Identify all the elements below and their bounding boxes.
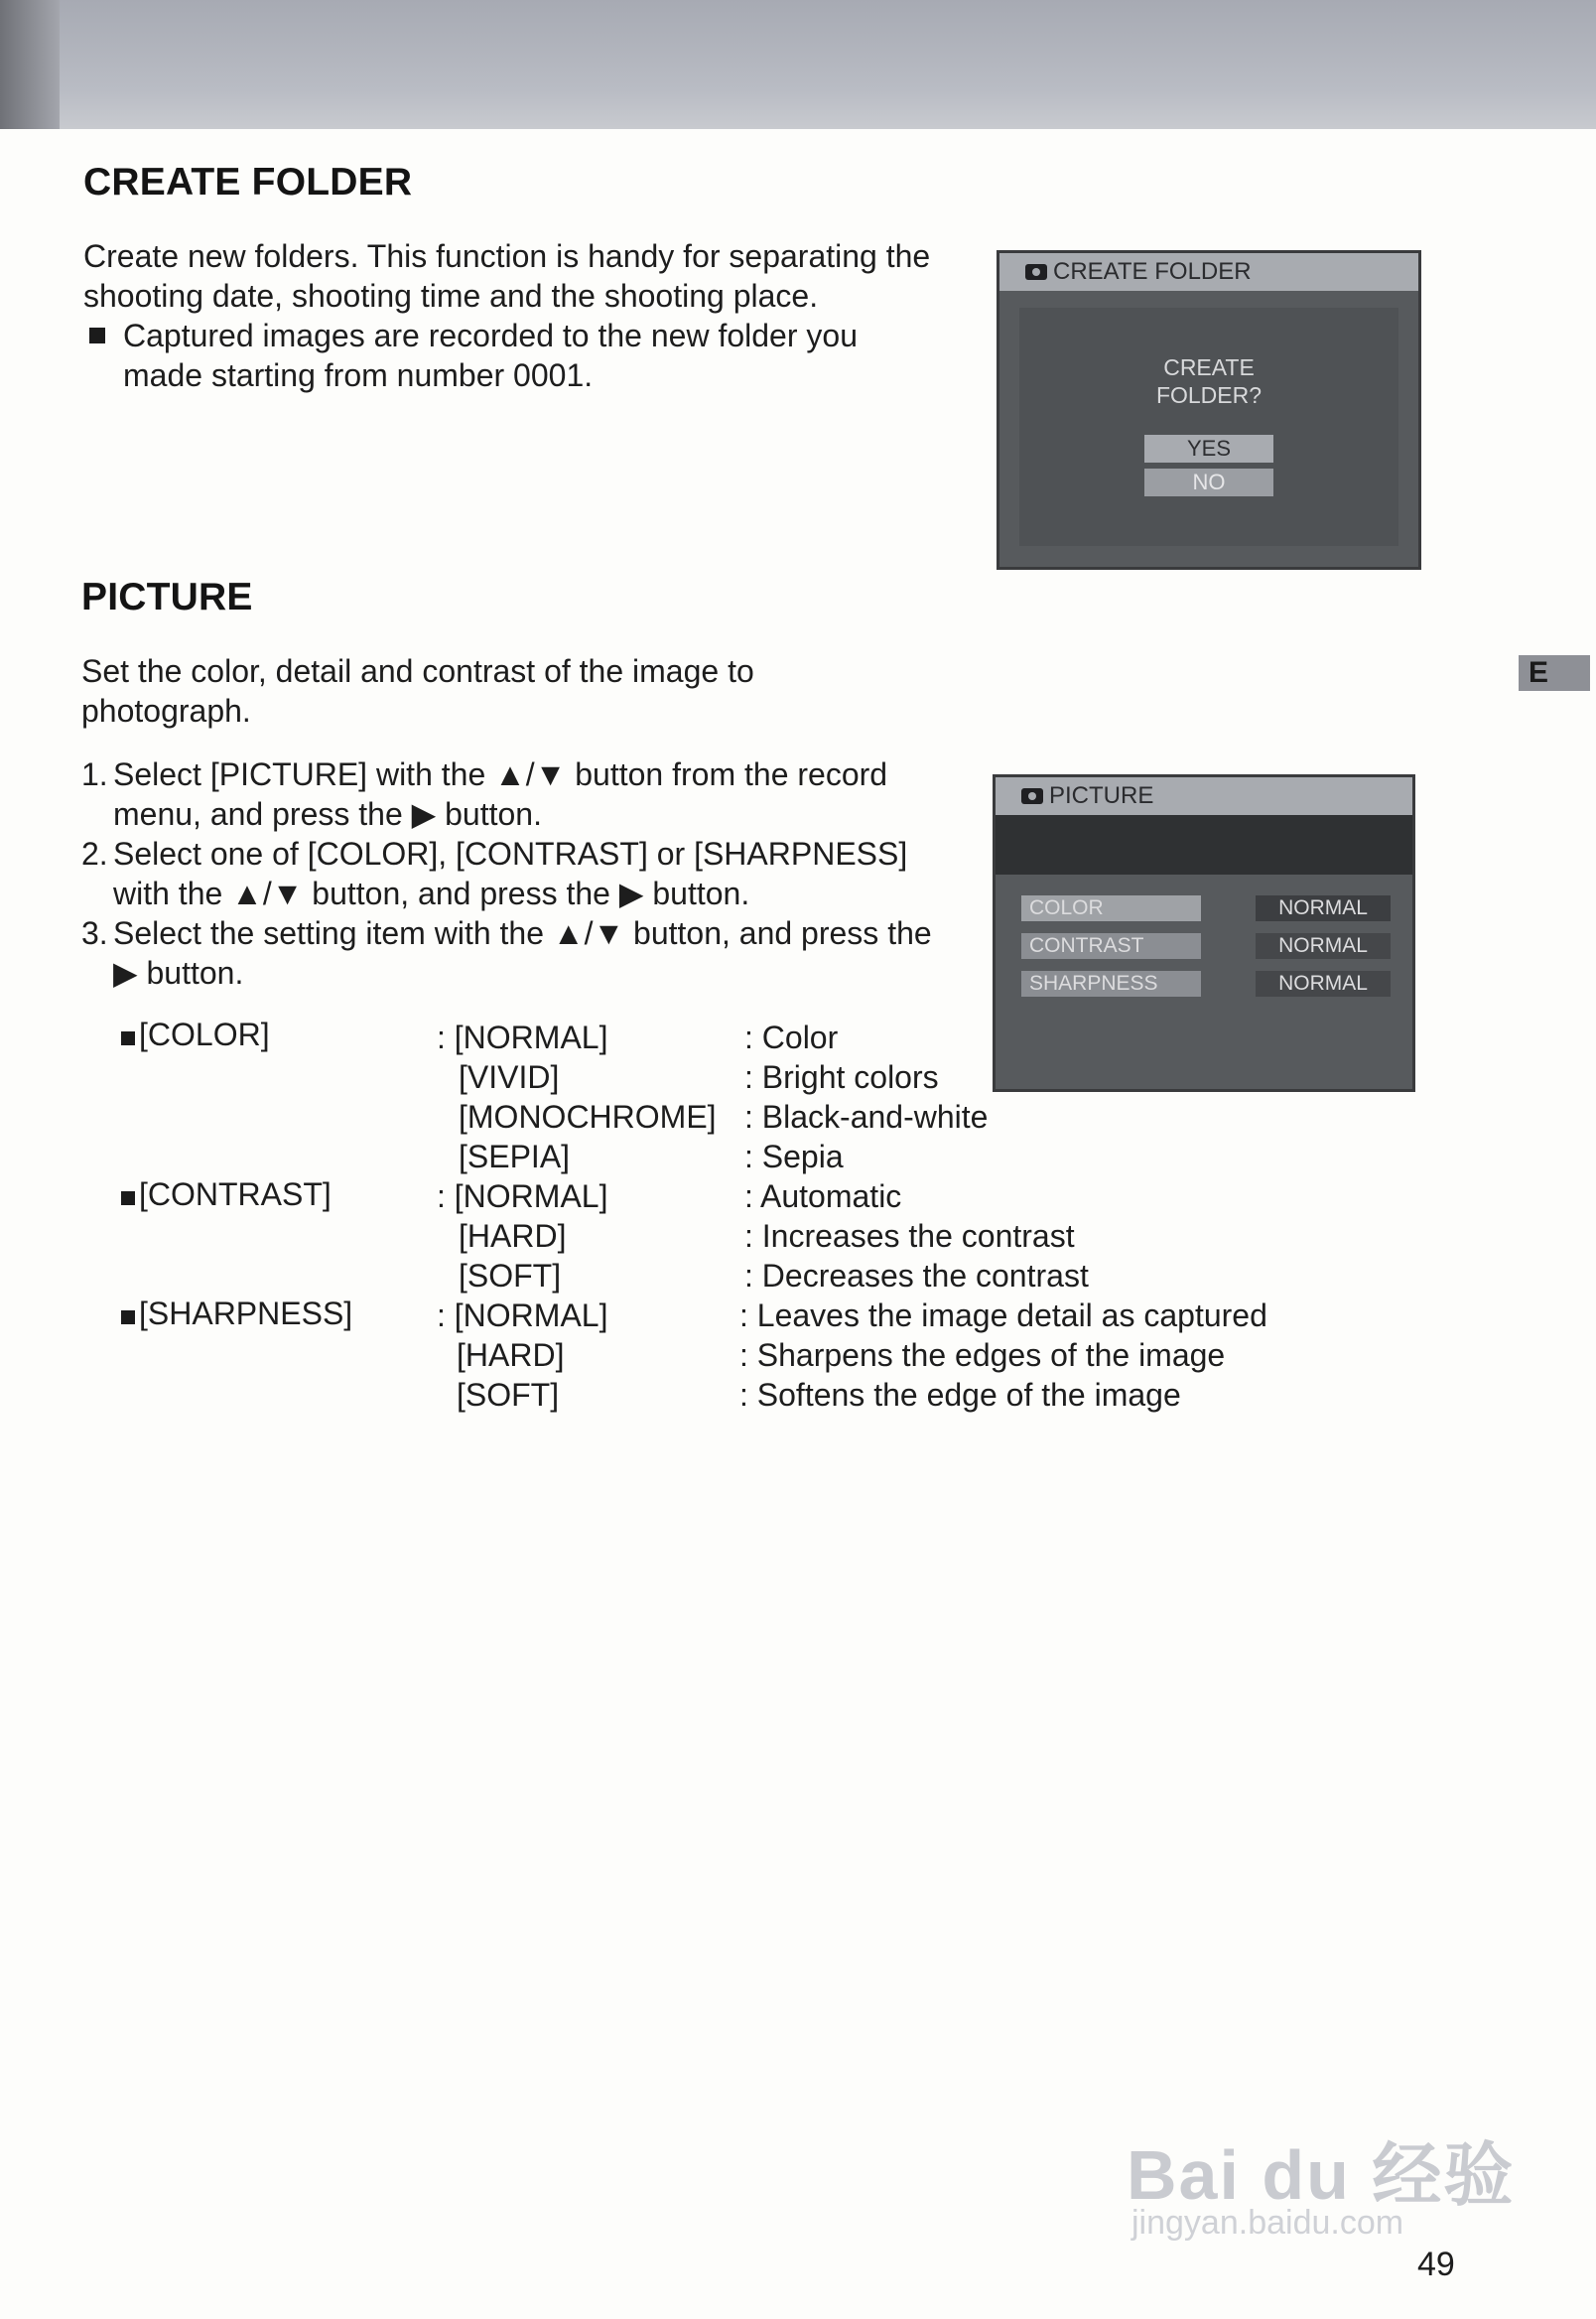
table-option: : [NORMAL] bbox=[437, 1297, 608, 1333]
create-folder-bullet-text: Captured images are recorded to the new folder you made starting from number 0001. bbox=[123, 318, 858, 393]
watermark-url: jingyan.baidu.com bbox=[1131, 2204, 1404, 2242]
table-desc: : Leaves the image detail as captured bbox=[739, 1297, 1267, 1333]
table-option: [HARD] bbox=[459, 1218, 567, 1254]
table-desc: : Sharpens the edges of the image bbox=[739, 1337, 1226, 1373]
table-option: [MONOCHROME] bbox=[459, 1099, 717, 1135]
create-prompt-line2: FOLDER? bbox=[1155, 382, 1263, 408]
table-desc: : Sepia bbox=[744, 1139, 844, 1174]
picture-row-color[interactable]: COLOR NORMAL bbox=[1021, 894, 1391, 922]
create-folder-screen-titlebar bbox=[999, 253, 1418, 291]
create-folder-bullet bbox=[83, 316, 937, 395]
language-tab: E bbox=[1519, 655, 1590, 691]
screen-body bbox=[1019, 308, 1398, 546]
table-option: [VIVID] bbox=[459, 1059, 560, 1095]
step-item: 1. Select [PICTURE] with the ▲/▼ button from the record menu, and press the ▶ button. bbox=[81, 756, 888, 832]
table-group-label: [CONTRAST] bbox=[121, 1174, 332, 1214]
camera-icon bbox=[1025, 264, 1047, 280]
table-desc: : Bright colors bbox=[744, 1059, 939, 1095]
create-folder-screen bbox=[997, 250, 1421, 570]
picture-screen-title: PICTURE bbox=[1049, 782, 1154, 809]
table-desc: : Decreases the contrast bbox=[744, 1258, 1089, 1294]
table-desc: : Increases the contrast bbox=[744, 1218, 1075, 1254]
table-option: : [NORMAL] bbox=[437, 1178, 608, 1214]
picture-screen bbox=[993, 774, 1415, 1092]
table-desc: : Softens the edge of the image bbox=[739, 1377, 1181, 1413]
table-group-label: [SHARPNESS] bbox=[121, 1294, 352, 1333]
create-folder-heading: CREATE FOLDER bbox=[83, 161, 413, 204]
table-option: [HARD] bbox=[457, 1337, 565, 1373]
bullet-square-icon bbox=[89, 328, 105, 343]
step-item: 3. Select the setting item with the ▲/▼ button, and press the ▶ button. bbox=[81, 915, 932, 991]
picture-screen-titlebar bbox=[996, 777, 1412, 815]
picture-intro: Set the color, detail and contrast of the image to photograph. bbox=[81, 653, 754, 729]
table-option: [SOFT] bbox=[457, 1377, 560, 1413]
table-desc: : Black-and-white bbox=[744, 1099, 989, 1135]
table-group-label: [COLOR] bbox=[121, 1015, 270, 1054]
yes-option[interactable]: YES bbox=[1144, 435, 1273, 463]
screen-dark-band bbox=[996, 815, 1412, 875]
no-option[interactable]: NO bbox=[1144, 469, 1273, 496]
table-desc: : Automatic bbox=[744, 1178, 902, 1214]
picture-heading: PICTURE bbox=[81, 576, 253, 618]
table-desc: : Color bbox=[744, 1020, 839, 1055]
create-folder-paragraph: Create new folders. This function is handy for separating the shooting date, shooting time and the shooting place. bbox=[83, 238, 931, 314]
camera-icon bbox=[1021, 788, 1043, 804]
create-prompt-line1: CREATE bbox=[1163, 354, 1255, 380]
picture-row-contrast[interactable]: CONTRAST NORMAL bbox=[1021, 932, 1391, 960]
table-option: [SOFT] bbox=[459, 1258, 562, 1294]
page-number: 49 bbox=[1417, 2246, 1455, 2283]
page-top-band bbox=[0, 0, 1596, 129]
table-option: : [NORMAL] bbox=[437, 1020, 608, 1055]
watermark-brand: Bai du 经验 bbox=[1127, 2136, 1516, 2214]
picture-steps bbox=[81, 754, 933, 993]
create-folder-screen-title: CREATE FOLDER bbox=[1053, 258, 1252, 285]
picture-screen-rows bbox=[1021, 894, 1391, 998]
picture-row-sharpness[interactable]: SHARPNESS NORMAL bbox=[1021, 970, 1391, 998]
table-option: [SEPIA] bbox=[459, 1139, 571, 1174]
step-item: 2. Select one of [COLOR], [CONTRAST] or [SHARPNESS] with the ▲/▼ button, and press the ▶ button. bbox=[81, 836, 908, 911]
scan-edge bbox=[0, 0, 60, 129]
